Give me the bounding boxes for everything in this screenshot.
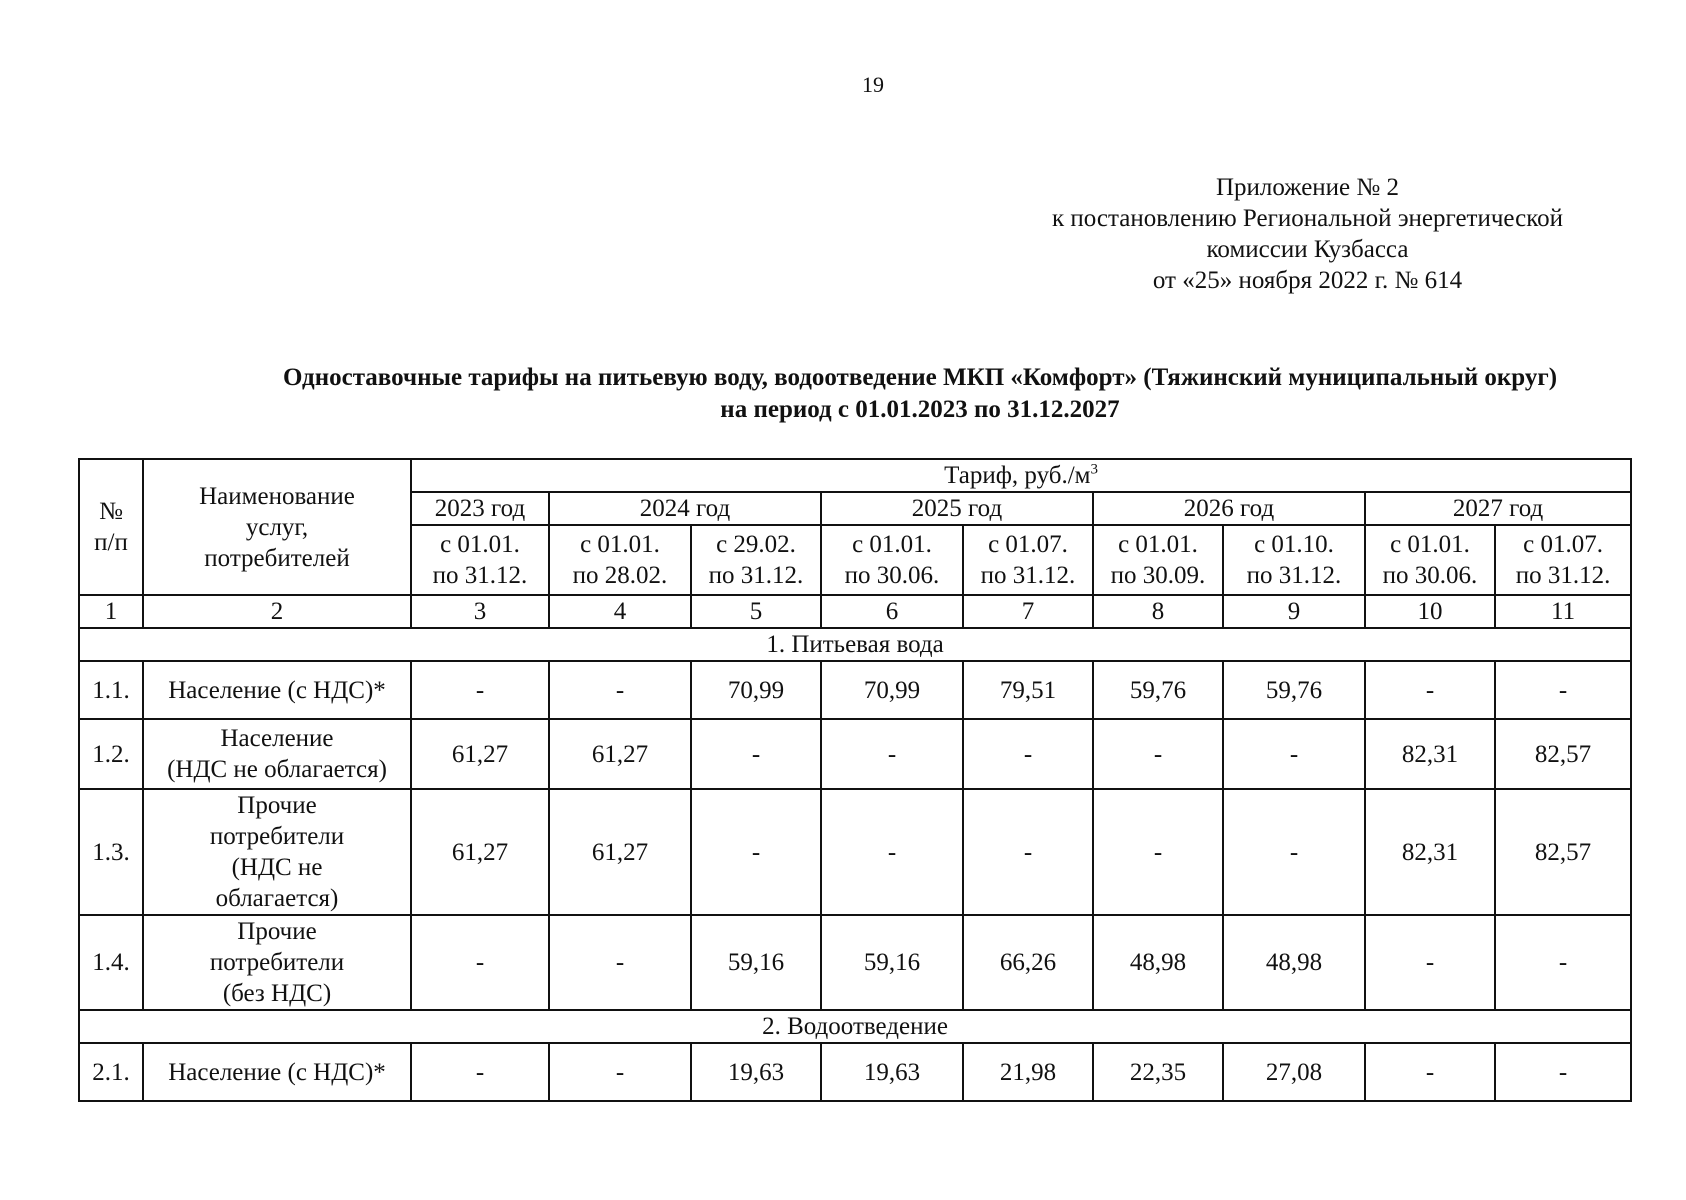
tariff-value: - xyxy=(1093,789,1223,915)
row-number: 1.2. xyxy=(79,719,143,789)
row-name xyxy=(143,915,411,1010)
row-name-line: Население (с НДС)* xyxy=(168,1058,386,1086)
tariff-value: - xyxy=(1365,661,1495,719)
column-number: 11 xyxy=(1495,595,1631,628)
period-to: по 30.06. xyxy=(844,562,940,589)
row-number: 2.1. xyxy=(79,1043,143,1101)
header-name-line: потребителей xyxy=(204,544,350,572)
tariff-value: 70,99 xyxy=(691,661,821,719)
tariff-value: 61,27 xyxy=(549,789,691,915)
tariff-value: 19,63 xyxy=(691,1043,821,1101)
tariff-value: - xyxy=(1365,1043,1495,1101)
row-name-line: (без НДС) xyxy=(222,980,332,1007)
header-year: 2024 год xyxy=(549,492,821,525)
period-from: с 01.07. xyxy=(988,531,1068,558)
header-period xyxy=(1495,525,1631,595)
tariff-value: - xyxy=(1365,915,1495,1010)
tariff-value: 82,57 xyxy=(1495,719,1631,789)
table-row xyxy=(79,915,1631,1010)
tariff-value: - xyxy=(963,789,1093,915)
tariff-value: - xyxy=(691,719,821,789)
row-name-line: Население xyxy=(220,725,334,752)
tariff-value: - xyxy=(821,789,963,915)
period-to: по 31.12. xyxy=(432,562,528,589)
tariff-value: 61,27 xyxy=(549,719,691,789)
header-tariff-label: Тариф, руб./м xyxy=(944,462,1091,489)
header-name-line: услуг, xyxy=(245,513,309,541)
table-row xyxy=(79,661,1631,719)
row-name-line: потребители xyxy=(209,823,345,850)
table-row xyxy=(79,719,1631,789)
header-num-line: п/п xyxy=(94,529,128,556)
page-number: 19 xyxy=(862,72,884,97)
row-name-line: (НДС не облагается) xyxy=(167,756,387,783)
tariff-value: 48,98 xyxy=(1223,915,1365,1010)
header-tariff-sup: 3 xyxy=(1090,461,1098,478)
period-to: по 31.12. xyxy=(980,562,1076,589)
column-number: 7 xyxy=(963,595,1093,628)
table-row xyxy=(79,1043,1631,1101)
tariff-value: 61,27 xyxy=(411,789,549,915)
period-from: с 29.02. xyxy=(716,531,796,558)
row-name-line: (НДС не xyxy=(231,854,323,881)
tariff-value: - xyxy=(1093,719,1223,789)
tariff-value: 59,76 xyxy=(1093,661,1223,719)
header-period xyxy=(821,525,963,595)
tariff-value: - xyxy=(411,1043,549,1101)
tariff-value: 82,31 xyxy=(1365,789,1495,915)
tariff-value: - xyxy=(549,1043,691,1101)
row-name-line: Прочие xyxy=(237,918,317,945)
header-period xyxy=(1223,525,1365,595)
tariff-value: - xyxy=(411,915,549,1010)
tariff-value: - xyxy=(1495,915,1631,1010)
period-from: с 01.01. xyxy=(1390,531,1470,558)
appendix-line: Приложение № 2 xyxy=(1215,174,1400,201)
header-year: 2027 год xyxy=(1365,492,1631,525)
period-from: с 01.10. xyxy=(1254,531,1334,558)
tariff-table xyxy=(78,458,1632,1102)
tariff-value: - xyxy=(549,661,691,719)
column-number: 8 xyxy=(1093,595,1223,628)
header-year: 2025 год xyxy=(821,492,1093,525)
column-number: 1 xyxy=(79,595,143,628)
tariff-value: - xyxy=(1495,661,1631,719)
header-period xyxy=(691,525,821,595)
period-from: с 01.07. xyxy=(1523,531,1603,558)
period-to: по 28.02. xyxy=(572,562,668,589)
tariff-value: 59,16 xyxy=(691,915,821,1010)
column-number: 5 xyxy=(691,595,821,628)
header-name xyxy=(143,459,411,595)
period-to: по 31.12. xyxy=(708,562,804,589)
tariff-value: 82,31 xyxy=(1365,719,1495,789)
column-number: 9 xyxy=(1223,595,1365,628)
appendix-block xyxy=(1020,172,1595,296)
header-year: 2023 год xyxy=(411,492,549,525)
tariff-value: 59,76 xyxy=(1223,661,1365,719)
section-title: 1. Питьевая вода xyxy=(79,628,1631,661)
period-to: по 30.06. xyxy=(1382,562,1478,589)
header-period xyxy=(963,525,1093,595)
section-title: 2. Водоотведение xyxy=(79,1010,1631,1043)
header-period xyxy=(1093,525,1223,595)
row-name-line: облагается) xyxy=(215,885,339,912)
tariff-value: 61,27 xyxy=(411,719,549,789)
tariff-value: - xyxy=(691,789,821,915)
row-name xyxy=(143,661,411,719)
header-num xyxy=(79,459,143,595)
row-number: 1.4. xyxy=(79,915,143,1010)
row-name xyxy=(143,789,411,915)
period-to: по 30.09. xyxy=(1110,562,1206,589)
row-number: 1.3. xyxy=(79,789,143,915)
tariff-value: - xyxy=(411,661,549,719)
tariff-value: - xyxy=(1223,789,1365,915)
tariff-value: - xyxy=(821,719,963,789)
document-title xyxy=(150,362,1686,426)
period-to: по 31.12. xyxy=(1515,562,1611,589)
title-line: Одноставочные тарифы на питьевую воду, водоотведение МКП «Комфорт» (Тяжинский муниципальный округ) xyxy=(282,364,1558,391)
tariff-value: 59,16 xyxy=(821,915,963,1010)
tariff-value: 66,26 xyxy=(963,915,1093,1010)
tariff-value: - xyxy=(963,719,1093,789)
tariff-value: 19,63 xyxy=(821,1043,963,1101)
tariff-value: - xyxy=(549,915,691,1010)
period-from: с 01.01. xyxy=(852,531,932,558)
column-number: 2 xyxy=(143,595,411,628)
tariff-value: 48,98 xyxy=(1093,915,1223,1010)
row-name xyxy=(143,719,411,789)
period-to: по 31.12. xyxy=(1246,562,1342,589)
header-period xyxy=(549,525,691,595)
row-name-line: Население (с НДС)* xyxy=(168,676,386,704)
column-number: 4 xyxy=(549,595,691,628)
appendix-line: к постановлению Региональной энергетической xyxy=(1052,205,1563,232)
title-line: на период с 01.01.2023 по 31.12.2027 xyxy=(720,396,1120,423)
column-number: 10 xyxy=(1365,595,1495,628)
row-name-line: Прочие xyxy=(237,792,317,819)
tariff-value: 22,35 xyxy=(1093,1043,1223,1101)
tariff-value: 27,08 xyxy=(1223,1043,1365,1101)
tariff-value: 70,99 xyxy=(821,661,963,719)
tariff-value: 21,98 xyxy=(963,1043,1093,1101)
period-from: с 01.01. xyxy=(1118,531,1198,558)
row-number: 1.1. xyxy=(79,661,143,719)
header-num-line: № xyxy=(99,498,123,525)
period-from: с 01.01. xyxy=(440,531,520,558)
header-period xyxy=(1365,525,1495,595)
header-period xyxy=(411,525,549,595)
tariff-value: - xyxy=(1495,1043,1631,1101)
tariff-value: - xyxy=(1223,719,1365,789)
tariff-value: 82,57 xyxy=(1495,789,1631,915)
row-name-line: потребители xyxy=(209,949,345,976)
tariff-value: 79,51 xyxy=(963,661,1093,719)
header-year: 2026 год xyxy=(1093,492,1365,525)
period-from: с 01.01. xyxy=(580,531,660,558)
column-number: 3 xyxy=(411,595,549,628)
table-row xyxy=(79,789,1631,915)
row-name xyxy=(143,1043,411,1101)
column-number: 6 xyxy=(821,595,963,628)
header-tariff xyxy=(411,459,1631,492)
appendix-line: от «25» ноября 2022 г. № 614 xyxy=(1152,267,1463,294)
appendix-line: комиссии Кузбасса xyxy=(1206,236,1409,263)
header-name-line: Наименование xyxy=(199,482,355,510)
